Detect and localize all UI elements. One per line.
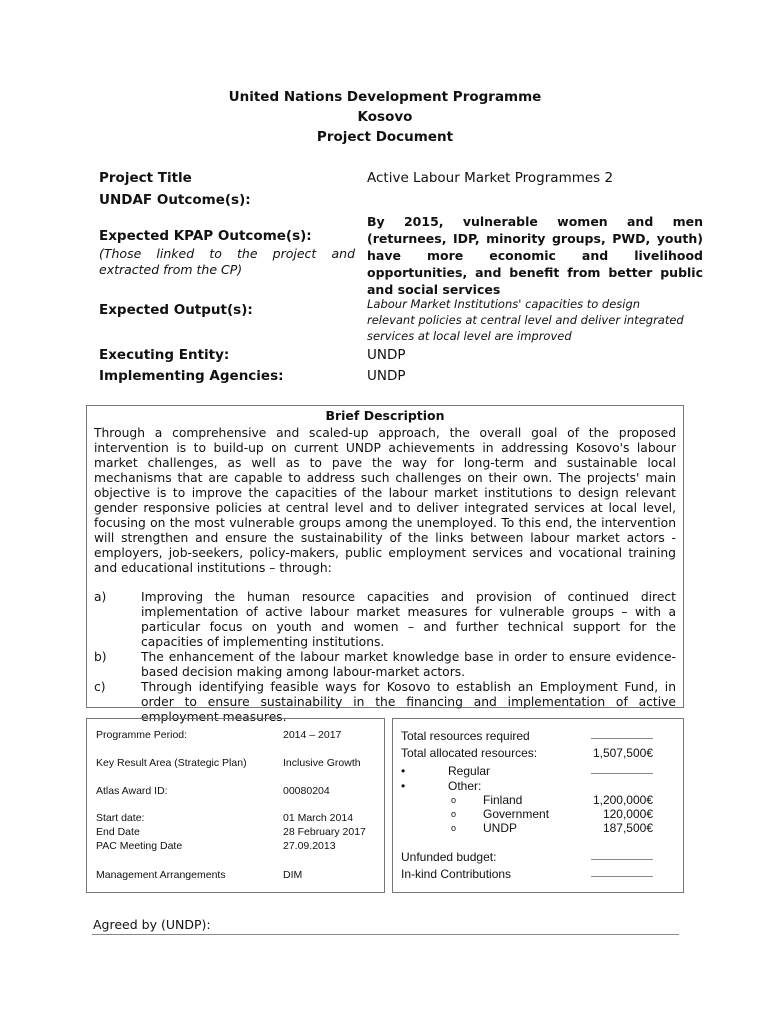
government-label: Government — [483, 807, 550, 821]
kra-label: Key Result Area (Strategic Plan) — [96, 757, 247, 769]
sub-bullet-icon: o — [451, 809, 457, 819]
output-value: Labour Market Institutions' capacities to design relevant policies at central level and deliver integrated services at local level are improved — [367, 297, 684, 343]
pac-label: PAC Meeting Date — [96, 840, 183, 852]
other-label: Other: — [448, 779, 482, 793]
sub-bullet-icon: o — [451, 795, 457, 805]
project-title-value: Active Labour Market Programmes 2 — [367, 170, 614, 186]
project-title-label: Project Title — [99, 170, 192, 186]
brief-intro: Through a comprehensive and scaled-up approach, the overall goal of the proposed intervention is to build-up on current UNDP achievements in addressing Kosovo's labour market challenges, as well as to pave the way for long-term and sustainable local mechanisms that are capable to address such challenges on their own. The projects' main objective is to improve the capacities of the labour market institutions to design relevant gender responsive policies at central level and to deliver integrated services at local level, focusing on the most vulnerable groups among the unemployed. To this end, the intervention will strengthen and ensure the sustainability of the links between labour market actors - employers, job-seekers, policy-makers, public employment services and vocational training and educational institutions – through: — [94, 426, 676, 575]
undp-label: UNDP — [483, 821, 518, 835]
blank-line — [591, 738, 653, 739]
start-label: Start date: — [96, 812, 145, 824]
finland-value: 1,200,000€ — [592, 793, 653, 807]
undaf-value: By 2015, vulnerable women and men (returnees, IDP, minority groups, PWD, youth) have more economic and livelihood opportunities, and benefit from better public and social services — [367, 214, 703, 297]
total-required-row — [401, 729, 675, 744]
total-allocated-value: 1,507,500€ — [592, 746, 653, 760]
brief-description-box — [86, 405, 684, 724]
total-required-label: Total resources required — [401, 729, 530, 743]
finland-label: Finland — [483, 793, 523, 807]
atlas-value: 00080204 — [283, 785, 330, 797]
item-marker: a) — [94, 590, 107, 604]
item-text: Through identifying feasible ways for Kosovo to establish an Employment Fund, in order to ensure sustainability in the financing and implementation of active employment measures. — [141, 680, 676, 724]
header-org: United Nations Development Programme — [228, 89, 542, 105]
bullet-icon: • — [401, 764, 406, 778]
blank-line — [591, 773, 653, 774]
end-value: 28 February 2017 — [283, 826, 366, 838]
brief-title: Brief Description — [325, 408, 445, 423]
total-allocated-label: Total allocated resources: — [401, 746, 538, 760]
undp-value: 187,500€ — [602, 821, 653, 835]
regular-row — [401, 764, 675, 779]
finland-row — [401, 793, 675, 808]
mgmt-label: Management Arrangements — [96, 869, 226, 881]
inkind-row — [401, 867, 675, 882]
mgmt-value: DIM — [283, 869, 303, 881]
atlas-label: Atlas Award ID: — [96, 785, 168, 797]
end-label: End Date — [96, 826, 140, 838]
header-country: Kosovo — [357, 109, 413, 125]
kpap-note: (Those linked to the project and extracted from the CP) — [99, 246, 355, 277]
blank-line — [591, 859, 653, 860]
pac-value: 27.09.2013 — [283, 840, 336, 852]
start-value: 01 March 2014 — [283, 812, 354, 824]
programme-info-box — [86, 718, 385, 893]
government-row — [401, 807, 675, 822]
kra-value: Inclusive Growth — [283, 757, 361, 769]
signature-line — [92, 934, 679, 935]
undaf-label: UNDAF Outcome(s): — [99, 192, 251, 208]
agreed-by-label: Agreed by (UNDP): — [93, 917, 211, 932]
unfunded-row — [401, 850, 675, 865]
government-value: 120,000€ — [602, 807, 653, 821]
header-doc-type: Project Document — [316, 129, 454, 145]
executing-label: Executing Entity: — [99, 347, 230, 363]
item-marker: c) — [94, 680, 106, 694]
implementing-label: Implementing Agencies: — [99, 368, 284, 384]
undp-row — [401, 821, 675, 836]
implementing-value: UNDP — [367, 368, 406, 384]
sub-bullet-icon: o — [451, 823, 457, 833]
item-marker: b) — [94, 650, 107, 664]
brief-item-b — [94, 650, 676, 680]
total-allocated-row — [401, 746, 675, 761]
item-text: The enhancement of the labour market knowledge base in order to ensure evidence-based decision making among labour-market actors. — [141, 650, 676, 679]
executing-value: UNDP — [367, 347, 406, 363]
output-label: Expected Output(s): — [99, 302, 253, 318]
brief-item-a — [94, 590, 676, 650]
unfunded-label: Unfunded budget: — [401, 850, 497, 864]
other-row — [401, 779, 675, 794]
inkind-label: In-kind Contributions — [401, 867, 512, 881]
blank-line — [591, 876, 653, 877]
kpap-label: Expected KPAP Outcome(s): — [99, 228, 312, 244]
period-label: Programme Period: — [96, 729, 188, 741]
item-text: Improving the human resource capacities and provision of continued direct implementation of active labour market measures for vulnerable groups – with a particular focus on youth and women – and further technical support for the capacities of implementing institutions. — [141, 590, 676, 649]
bullet-icon: • — [401, 779, 406, 793]
resources-box — [392, 718, 684, 893]
period-value: 2014 – 2017 — [283, 729, 342, 741]
regular-label: Regular — [448, 764, 491, 778]
